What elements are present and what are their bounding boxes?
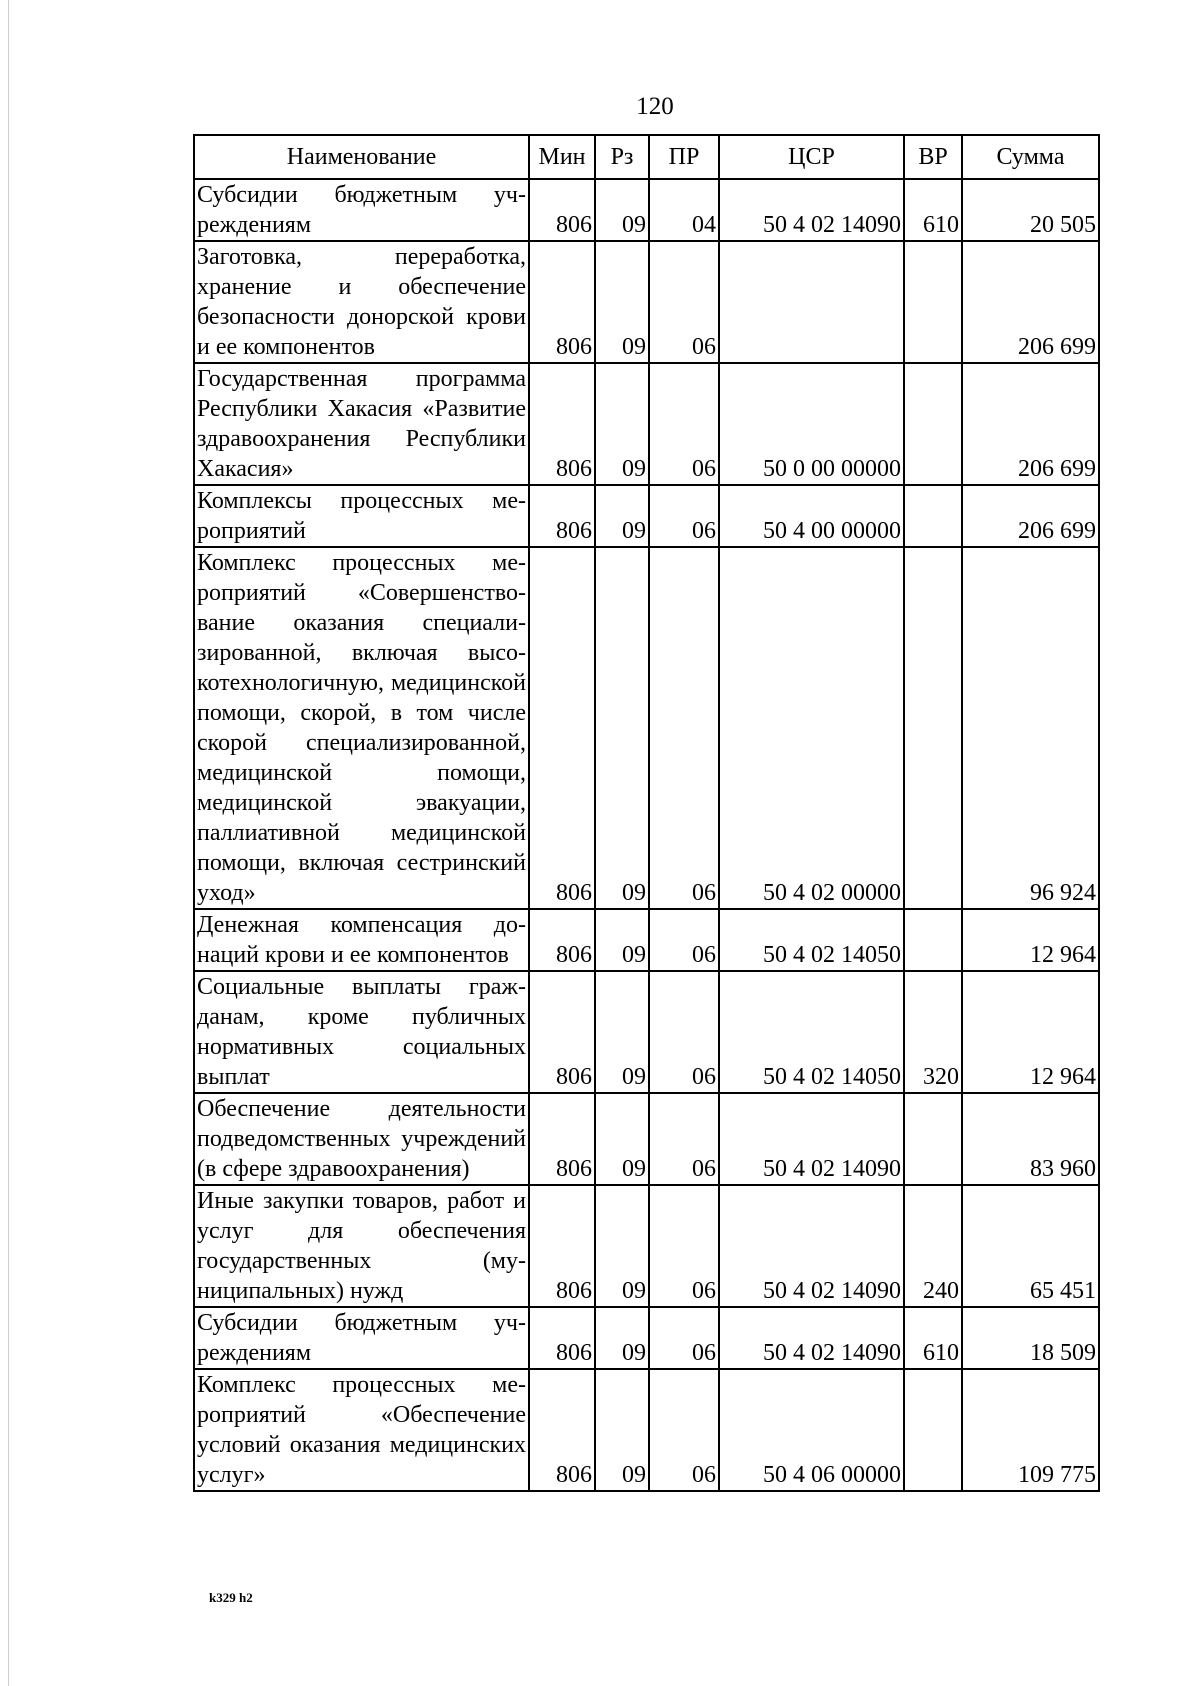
cell-min: 806 <box>529 1185 595 1307</box>
table-row <box>194 971 1099 1093</box>
cell-rz: 09 <box>595 909 649 971</box>
table-row <box>194 179 1099 241</box>
budget-table <box>193 134 1100 1492</box>
cell-rz: 09 <box>595 179 649 241</box>
cell-sum: 83 960 <box>962 1093 1099 1185</box>
cell-rz: 09 <box>595 1369 649 1491</box>
cell-csr: 50 0 00 00000 <box>719 363 904 485</box>
table-row <box>194 1307 1099 1369</box>
cell-min: 806 <box>529 1093 595 1185</box>
cell-pr: 06 <box>649 241 719 363</box>
cell-csr: 50 4 02 14050 <box>719 971 904 1093</box>
document-code: k329 h2 <box>209 1590 253 1605</box>
cell-rz: 09 <box>595 971 649 1093</box>
header-pr: ПР <box>649 135 719 179</box>
cell-vr: 610 <box>904 1307 962 1369</box>
cell-sum: 12 964 <box>962 909 1099 971</box>
cell-min: 806 <box>529 971 595 1093</box>
cell-vr: 610 <box>904 179 962 241</box>
cell-name: Субсидии бюджетным учреждениям <box>194 1307 529 1369</box>
cell-min: 806 <box>529 1307 595 1369</box>
table-row <box>194 909 1099 971</box>
cell-min: 806 <box>529 363 595 485</box>
table-row <box>194 547 1099 909</box>
cell-name: Заготовка, переработка, хранение и обеспечение безопасности донорской крови и ее компонентов <box>194 241 529 363</box>
cell-min: 806 <box>529 547 595 909</box>
cell-vr <box>904 547 962 909</box>
cell-rz: 09 <box>595 241 649 363</box>
cell-rz: 09 <box>595 1093 649 1185</box>
cell-sum: 206 699 <box>962 363 1099 485</box>
cell-vr <box>904 1093 962 1185</box>
cell-csr: 50 4 02 14050 <box>719 909 904 971</box>
cell-rz: 09 <box>595 485 649 547</box>
cell-rz: 09 <box>595 1185 649 1307</box>
cell-pr: 04 <box>649 179 719 241</box>
cell-rz: 09 <box>595 363 649 485</box>
cell-vr <box>904 1369 962 1491</box>
header-csr: ЦСР <box>719 135 904 179</box>
cell-sum: 65 451 <box>962 1185 1099 1307</box>
cell-sum: 18 509 <box>962 1307 1099 1369</box>
cell-name: Субсидии бюджетным учреждениям <box>194 179 529 241</box>
cell-pr: 06 <box>649 1093 719 1185</box>
header-vr: ВР <box>904 135 962 179</box>
header-min: Мин <box>529 135 595 179</box>
cell-sum: 12 964 <box>962 971 1099 1093</box>
cell-min: 806 <box>529 909 595 971</box>
cell-sum: 20 505 <box>962 179 1099 241</box>
cell-min: 806 <box>529 179 595 241</box>
cell-pr: 06 <box>649 1369 719 1491</box>
cell-vr <box>904 363 962 485</box>
cell-csr <box>719 241 904 363</box>
cell-pr: 06 <box>649 1307 719 1369</box>
scan-margin-line <box>8 0 9 1686</box>
table-row <box>194 241 1099 363</box>
cell-sum: 206 699 <box>962 485 1099 547</box>
cell-min: 806 <box>529 1369 595 1491</box>
cell-vr <box>904 241 962 363</box>
table-row <box>194 1185 1099 1307</box>
cell-name: Комплекс процессных мероприятий «Совершенствование оказания специализированной, включая высокотехнологичную, медицинской помощи, скорой, в том числе скорой специализированной, медицинской помощи, медицинской эвакуации, паллиативной медицинской помощи, включая сестринский уход» <box>194 547 529 909</box>
cell-name: Денежная компенсация донаций крови и ее компонентов <box>194 909 529 971</box>
table-row <box>194 1093 1099 1185</box>
cell-vr: 240 <box>904 1185 962 1307</box>
cell-pr: 06 <box>649 1185 719 1307</box>
cell-vr <box>904 485 962 547</box>
page-number: 120 <box>636 93 674 120</box>
cell-pr: 06 <box>649 363 719 485</box>
cell-name: Государственная программа Республики Хакасия «Развитие здравоохранения Республики Хакасия» <box>194 363 529 485</box>
cell-csr: 50 4 02 14090 <box>719 179 904 241</box>
cell-vr: 320 <box>904 971 962 1093</box>
cell-name: Социальные выплаты гражданам, кроме публичных нормативных социальных выплат <box>194 971 529 1093</box>
cell-vr <box>904 909 962 971</box>
cell-name: Комплексы процессных мероприятий <box>194 485 529 547</box>
cell-rz: 09 <box>595 1307 649 1369</box>
table-header-row <box>194 135 1099 179</box>
table-row <box>194 363 1099 485</box>
table-row <box>194 485 1099 547</box>
cell-csr: 50 4 02 14090 <box>719 1093 904 1185</box>
cell-csr: 50 4 00 00000 <box>719 485 904 547</box>
cell-csr: 50 4 02 00000 <box>719 547 904 909</box>
cell-pr: 06 <box>649 485 719 547</box>
header-sum: Сумма <box>962 135 1099 179</box>
table-row <box>194 1369 1099 1491</box>
cell-rz: 09 <box>595 547 649 909</box>
cell-pr: 06 <box>649 971 719 1093</box>
cell-pr: 06 <box>649 909 719 971</box>
cell-csr: 50 4 06 00000 <box>719 1369 904 1491</box>
cell-sum: 96 924 <box>962 547 1099 909</box>
cell-pr: 06 <box>649 547 719 909</box>
header-rz: Рз <box>595 135 649 179</box>
cell-csr: 50 4 02 14090 <box>719 1307 904 1369</box>
cell-csr: 50 4 02 14090 <box>719 1185 904 1307</box>
cell-name: Обеспечение деятельности подведомственных учреждений (в сфере здравоохранения) <box>194 1093 529 1185</box>
cell-sum: 109 775 <box>962 1369 1099 1491</box>
cell-name: Иные закупки товаров, работ и услуг для обеспечения государственных (муниципальных) нужд <box>194 1185 529 1307</box>
cell-min: 806 <box>529 241 595 363</box>
cell-min: 806 <box>529 485 595 547</box>
cell-sum: 206 699 <box>962 241 1099 363</box>
header-name: Наименование <box>194 135 529 179</box>
cell-name: Комплекс процессных мероприятий «Обеспечение условий оказания медицинских услуг» <box>194 1369 529 1491</box>
